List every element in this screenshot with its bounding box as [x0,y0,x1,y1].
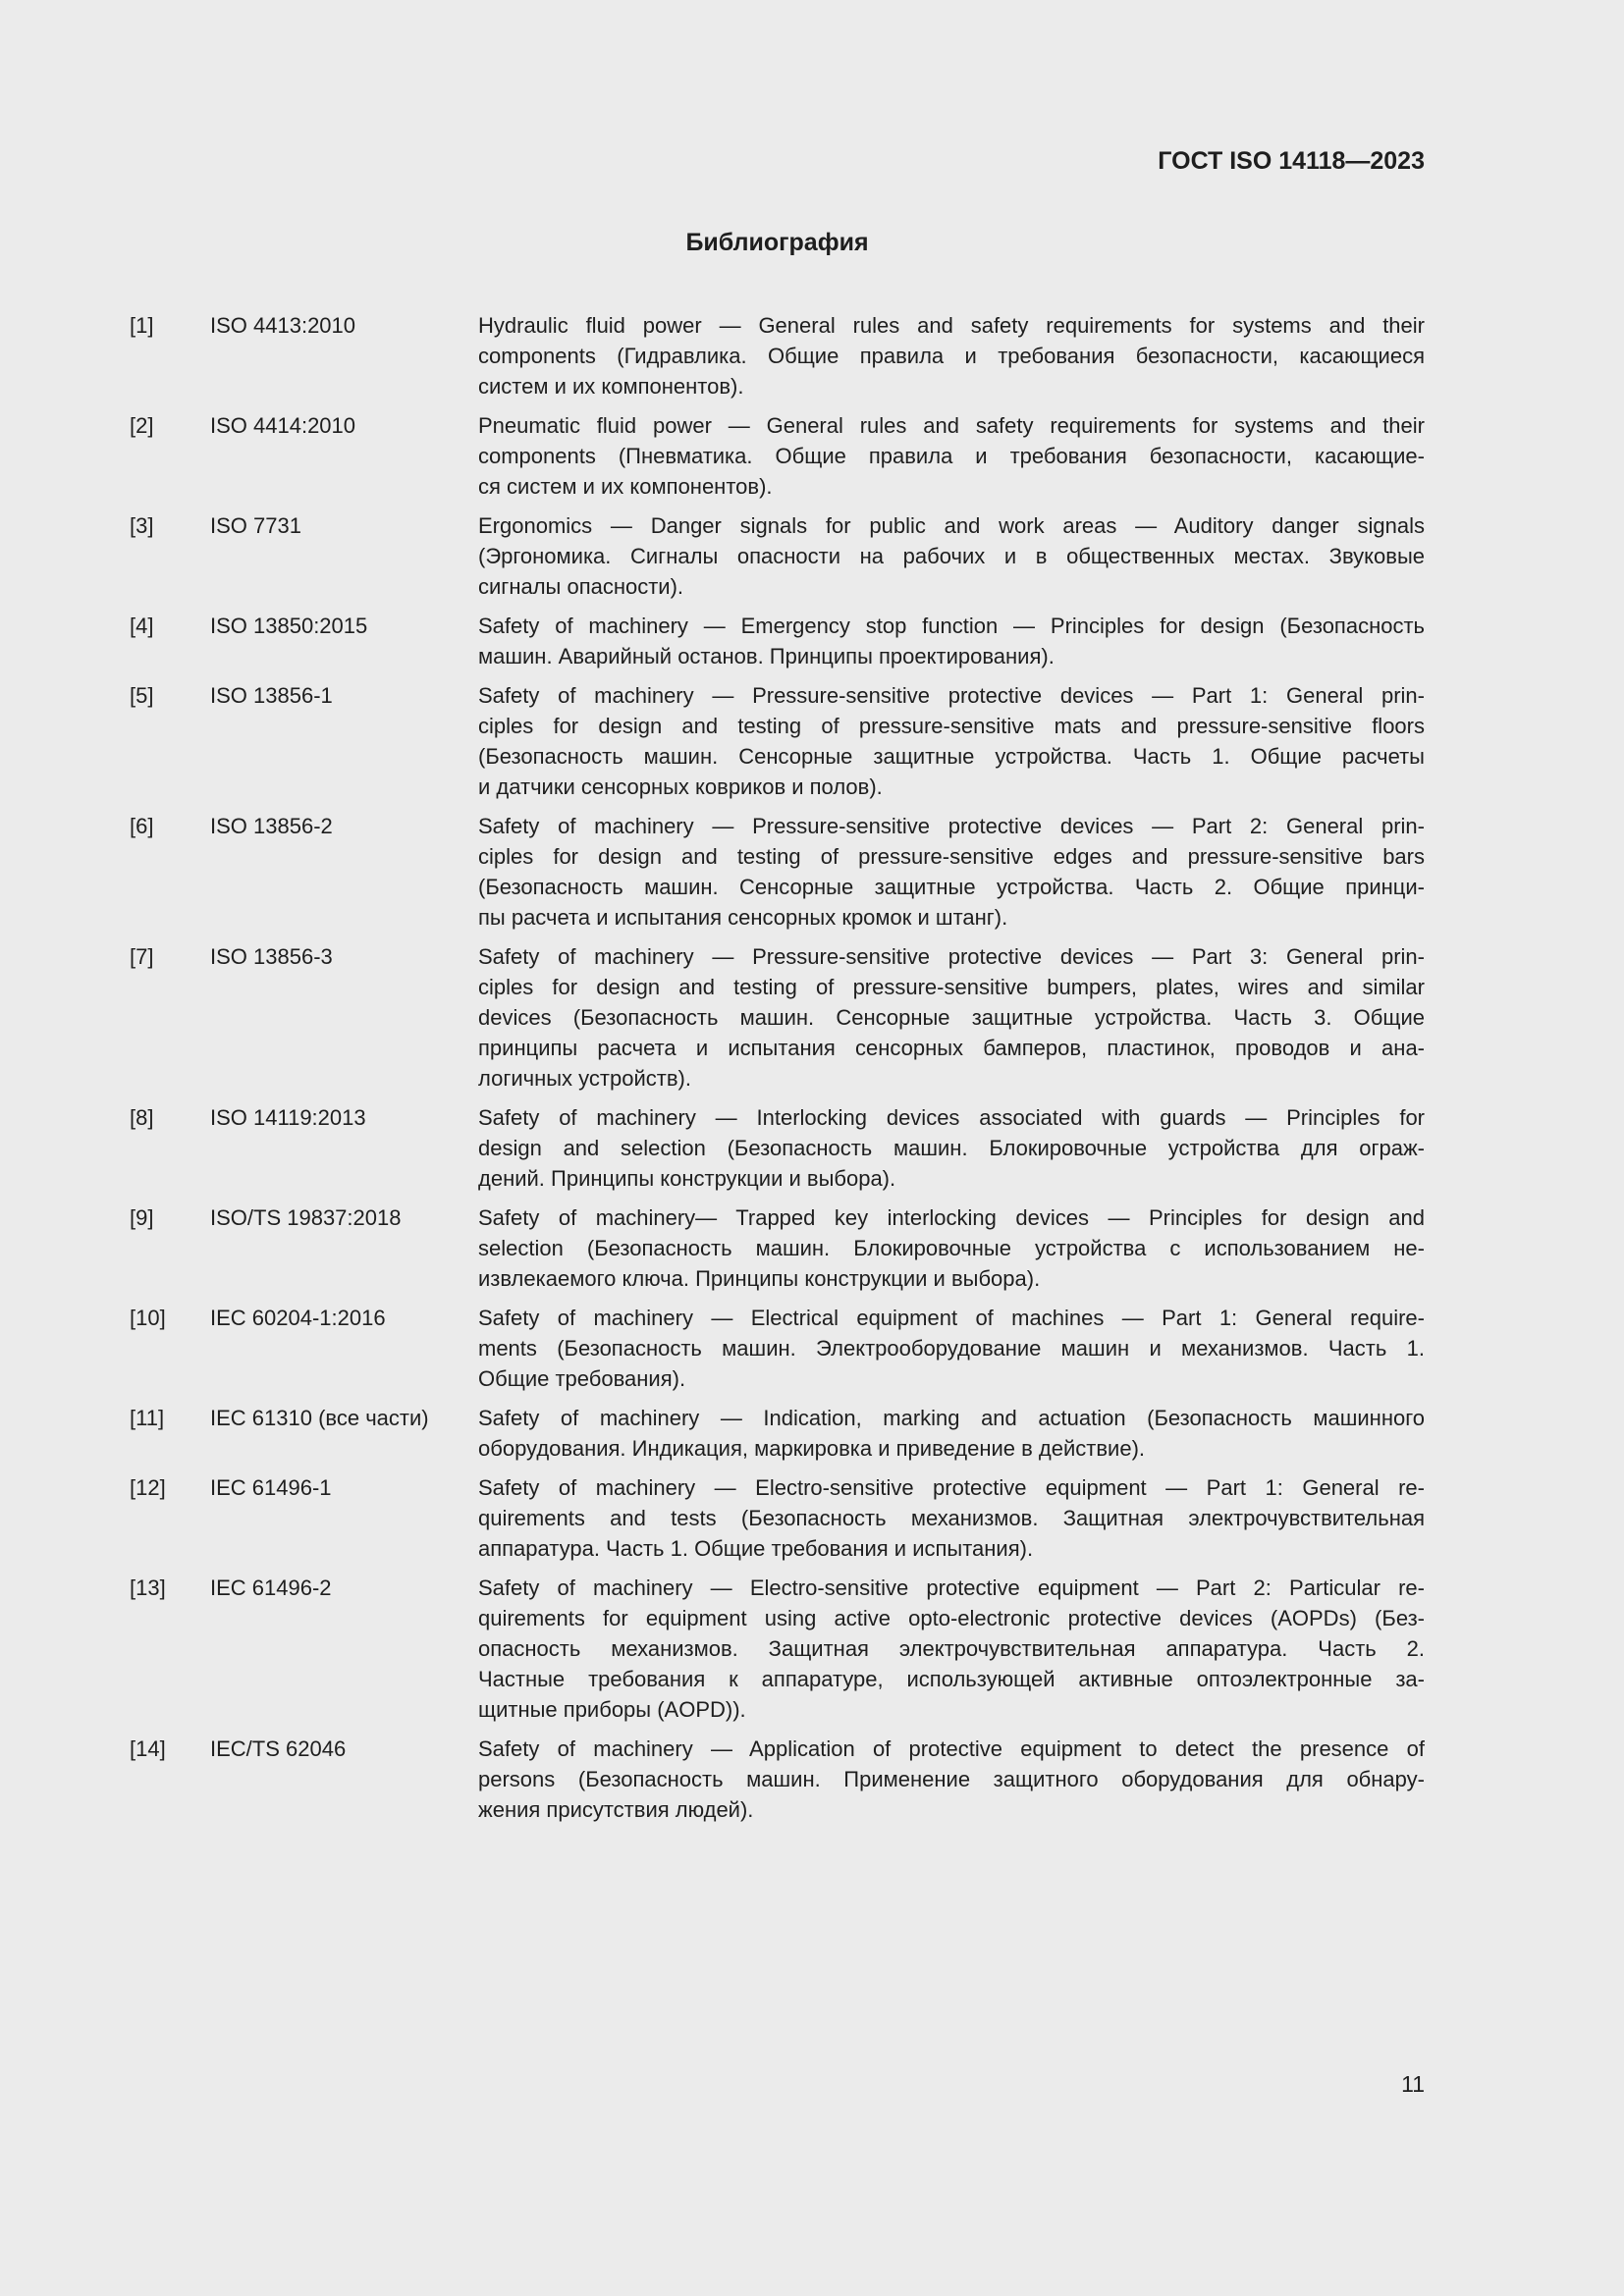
entry-text [478,1303,1425,1394]
entry-code: ISO 13856-2 [210,814,333,838]
entry-text [478,1202,1425,1294]
entry-label: [3] [130,513,154,538]
bibliography-entry [130,1734,1425,1825]
entry-line: Общие требования). [478,1366,686,1391]
entry-code: ISO 4414:2010 [210,413,356,438]
entry-code: IEC 61496-2 [210,1575,332,1600]
page-number: 11 [1401,2071,1425,2097]
entry-line: persons (Безопасность машин. Применение защитного оборудования для обнару- [478,1767,1425,1791]
entry-line: Safety of machinery — Pressure-sensitive protective devices — Part 3: General prin- [478,944,1425,969]
entry-text [478,1472,1425,1564]
entry-code: IEC 61496-1 [210,1475,332,1500]
entry-text [478,410,1425,502]
entry-code: ISO 7731 [210,513,301,538]
entry-line: оборудования. Индикация, маркировка и приведение в действие). [478,1436,1146,1461]
entry-label: [4] [130,614,154,638]
entry-line: аппаратура. Часть 1. Общие требования и испытания). [478,1536,1034,1561]
entry-code: ISO 14119:2013 [210,1105,366,1130]
entry-line: Safety of machinery— Trapped key interlocking devices — Principles for design and [478,1205,1425,1230]
entry-text [478,1403,1425,1464]
entry-text [478,611,1425,671]
entry-line: components (Пневматика. Общие правила и требования безопасности, касающие- [478,444,1425,468]
entry-label: [9] [130,1205,154,1230]
entry-line: Hydraulic fluid power — General rules and safety requirements for systems and their [478,313,1425,338]
entry-line: Safety of machinery — Electro-sensitive protective equipment — Part 2: Particular re- [478,1575,1425,1600]
entry-text [478,510,1425,602]
bibliography-entry [130,510,1425,602]
entry-code: ISO 4413:2010 [210,313,356,338]
entry-text [478,941,1425,1094]
entry-label: [13] [130,1575,166,1600]
bibliography-entry [130,611,1425,671]
entry-line: пы расчета и испытания сенсорных кромок и штанг). [478,905,1008,930]
entry-text [478,811,1425,933]
entry-line: систем и их компонентов). [478,374,744,399]
entry-line: ся систем и их компонентов). [478,474,773,499]
entry-line: selection (Безопасность машин. Блокировочные устройства с использованием не- [478,1236,1425,1260]
entry-line: дений. Принципы конструкции и выбора). [478,1166,896,1191]
entry-line: Safety of machinery — Emergency stop function — Principles for design (Безопасность [478,614,1425,638]
entry-line: Safety of machinery — Electrical equipment of machines — Part 1: General require- [478,1306,1425,1330]
entry-line: Частные требования к аппаратуре, использующей активные оптоэлектронные за- [478,1667,1425,1691]
entry-line: (Безопасность машин. Сенсорные защитные устройства. Часть 1. Общие расчеты [478,744,1425,769]
entry-line: опасность механизмов. Защитная электрочувствительная аппаратура. Часть 2. [478,1636,1425,1661]
entry-line: design and selection (Безопасность машин. Блокировочные устройства для ограж- [478,1136,1425,1160]
bibliography-list [130,310,1425,1834]
entry-text [478,310,1425,401]
entry-line: жения присутствия людей). [478,1797,754,1822]
bibliography-entry [130,1102,1425,1194]
entry-line: машин. Аварийный останов. Принципы проектирования). [478,644,1055,668]
entry-line: quirements for equipment using active opto-electronic protective devices (AOPDs) (Без- [478,1606,1425,1630]
entry-line: ciples for design and testing of pressure-sensitive bumpers, plates, wires and similar [478,975,1425,999]
bibliography-entry [130,1303,1425,1394]
bibliography-entry [130,1202,1425,1294]
bibliography-entry [130,1472,1425,1564]
entry-code: IEC/TS 62046 [210,1736,347,1761]
entry-label: [2] [130,413,154,438]
entry-line: ciples for design and testing of pressure-sensitive edges and pressure-sensitive bars [478,844,1425,869]
entry-line: и датчики сенсорных ковриков и полов). [478,774,883,799]
entry-line: ments (Безопасность машин. Электрооборудование машин и механизмов. Часть 1. [478,1336,1425,1361]
entry-label: [8] [130,1105,154,1130]
bibliography-entry [130,1403,1425,1464]
entry-line: извлекаемого ключа. Принципы конструкции и выбора). [478,1266,1041,1291]
entry-line: (Безопасность машин. Сенсорные защитные устройства. Часть 2. Общие принци- [478,875,1425,899]
entry-text [478,680,1425,802]
entry-code: IEC 61310 (все части) [210,1406,429,1430]
entry-label: [7] [130,944,154,969]
entry-label: [12] [130,1475,166,1500]
running-header: ГОСТ ISO 14118—2023 [1158,147,1425,175]
entry-label: [10] [130,1306,166,1330]
entry-text [478,1102,1425,1194]
section-title: Библиография [685,229,869,256]
bibliography-entry [130,811,1425,933]
entry-text [478,1573,1425,1725]
entry-line: Safety of machinery — Pressure-sensitive protective devices — Part 2: General prin- [478,814,1425,838]
bibliography-entry [130,680,1425,802]
entry-line: логичных устройств). [478,1066,691,1091]
entry-line: Safety of machinery — Pressure-sensitive protective devices — Part 1: General prin- [478,683,1425,708]
entry-line: devices (Безопасность машин. Сенсорные защитные устройства. Часть 3. Общие [478,1005,1425,1030]
entry-label: [14] [130,1736,166,1761]
entry-code: IEC 60204-1:2016 [210,1306,386,1330]
bibliography-entry [130,310,1425,401]
entry-code: ISO 13856-1 [210,683,333,708]
bibliography-entry [130,410,1425,502]
entry-line: (Эргономика. Сигналы опасности на рабочих и в общественных местах. Звуковые [478,544,1425,568]
entry-label: [5] [130,683,154,708]
entry-line: quirements and tests (Безопасность механизмов. Защитная электрочувствительная [478,1506,1425,1530]
entry-line: щитные приборы (AOPD)). [478,1697,746,1722]
entry-line: ciples for design and testing of pressure-sensitive mats and pressure-sensitive floors [478,714,1425,738]
bibliography-entry [130,941,1425,1094]
entry-line: Safety of machinery — Interlocking devices associated with guards — Principles for [478,1105,1425,1130]
entry-code: ISO 13856-3 [210,944,333,969]
entry-line: Pneumatic fluid power — General rules and safety requirements for systems and their [478,413,1425,438]
entry-line: Safety of machinery — Electro-sensitive protective equipment — Part 1: General re- [478,1475,1425,1500]
entry-code: ISO/TS 19837:2018 [210,1205,402,1230]
entry-text [478,1734,1425,1825]
entry-label: [11] [130,1406,165,1430]
entry-label: [6] [130,814,154,838]
bibliography-entry [130,1573,1425,1725]
entry-line: components (Гидравлика. Общие правила и требования безопасности, касающиеся [478,344,1425,368]
entry-code: ISO 13850:2015 [210,614,368,638]
entry-line: Ergonomics — Danger signals for public and work areas — Auditory danger signals [478,513,1425,538]
entry-line: принципы расчета и испытания сенсорных бамперов, пластинок, проводов и ана- [478,1036,1425,1060]
entry-line: сигналы опасности). [478,574,684,599]
entry-line: Safety of machinery — Application of protective equipment to detect the presence of [478,1736,1425,1761]
entry-line: Safety of machinery — Indication, marking and actuation (Безопасность машинного [478,1406,1425,1430]
entry-label: [1] [130,313,154,338]
